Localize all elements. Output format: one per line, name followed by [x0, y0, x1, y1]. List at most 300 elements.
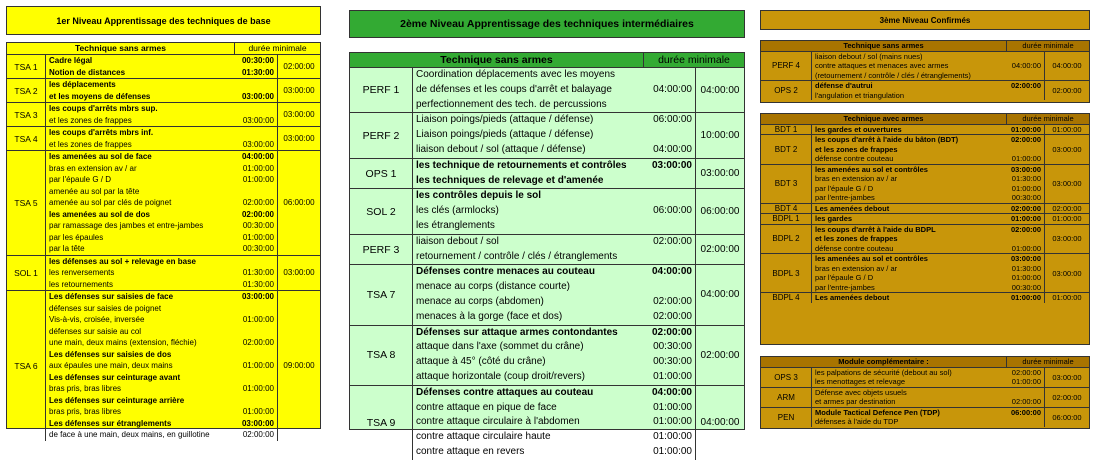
content-duration: 02:00:00: [1011, 367, 1041, 377]
course-total-duration: 02:00:00: [1052, 86, 1082, 95]
level3-section-2: [760, 113, 1090, 345]
content-line: [46, 303, 277, 315]
content-line: [413, 189, 695, 204]
content-duration: 01:30:00: [241, 67, 274, 77]
content-duration: [232, 127, 277, 139]
content-line: [46, 209, 277, 221]
content-duration: 01:00:00: [242, 361, 274, 370]
content-text: menace au corps (abdomen): [416, 295, 544, 307]
content-line: [413, 340, 695, 355]
course-code: TSA 3: [7, 103, 46, 126]
level2-col-duration: durée minimale: [658, 54, 730, 66]
content-line: [46, 232, 277, 244]
content-line: [413, 326, 695, 341]
content-line: [812, 293, 1044, 303]
content-duration: 02:00:00: [1010, 224, 1041, 234]
course-content: [812, 81, 1045, 100]
content-text: Module Tactical Defence Pen (TDP): [815, 407, 940, 417]
content-line: [812, 273, 1044, 283]
content-duration: [642, 98, 695, 113]
content-duration: [642, 189, 695, 204]
content-text: les amenées au sol et contrôles: [815, 164, 928, 174]
course-code: BDT 1: [761, 125, 812, 135]
content-duration: 04:00:00: [651, 266, 692, 278]
content-text: les retournements: [49, 279, 114, 289]
content-line: [413, 250, 695, 265]
content-duration: [1003, 91, 1044, 101]
course-row: [761, 388, 1089, 408]
content-duration: 00:30:00: [1011, 193, 1041, 202]
course-row: [7, 291, 320, 441]
course-content: [46, 79, 278, 102]
content-text: défenses sur saisie au col: [49, 326, 142, 336]
content-line: [413, 445, 695, 460]
content-text: et les moyens de défenses: [49, 91, 151, 101]
level3-s1-col-duration: durée minimale: [1022, 41, 1074, 50]
content-duration: 06:00:00: [1010, 407, 1041, 417]
content-text: les palpations de sécurité (debout au sol): [815, 367, 952, 377]
course-content: [812, 254, 1045, 292]
level3-s1-rows: [761, 52, 1089, 101]
level3-s1-header: [761, 41, 1089, 52]
content-duration: 00:30:00: [242, 244, 274, 253]
content-line: [46, 406, 277, 418]
course-content: [812, 214, 1045, 224]
course-total-duration: 03:00:00: [1052, 268, 1082, 278]
content-text: les coups d'arrêts mbrs sup.: [49, 104, 158, 113]
course-row: [350, 265, 744, 325]
content-duration: [1003, 234, 1044, 244]
content-text: les contrôles depuis le sol: [416, 190, 542, 202]
content-duration: 02:00:00: [242, 430, 274, 439]
content-duration: 00:30:00: [653, 356, 692, 368]
course-row: [350, 68, 744, 113]
content-duration: 01:00:00: [1011, 183, 1041, 193]
course-total-duration: 03:00:00: [1052, 179, 1082, 188]
course-total-duration: 10:00:00: [700, 130, 740, 142]
content-text: Défense avec objets usuels: [815, 387, 907, 397]
content-duration: [232, 186, 277, 198]
content-duration: 04:00:00: [653, 143, 692, 155]
course-content: [413, 386, 696, 460]
content-text: de défenses et les coups d'arrêt et balayage: [416, 83, 612, 95]
course-content: [413, 159, 696, 189]
content-line: [413, 386, 695, 401]
content-line: [812, 71, 1044, 81]
content-duration: 02:00:00: [653, 295, 692, 307]
course-content: [812, 135, 1045, 164]
content-duration: 01:00:00: [653, 370, 692, 382]
course-row: [7, 79, 320, 103]
content-line: [46, 127, 277, 139]
content-duration: [1003, 388, 1044, 398]
content-line: [413, 355, 695, 370]
course-content: [812, 225, 1045, 254]
content-duration: 02:00:00: [651, 326, 692, 338]
course-total-duration: 03:00:00: [1052, 144, 1082, 154]
level1-title: 1er Niveau Apprentissage des techniques de base: [56, 15, 271, 26]
content-line: [413, 310, 695, 325]
content-text: liaison debout / sol: [416, 235, 499, 247]
content-text: contre attaque en pique de face: [416, 401, 557, 413]
content-line: [46, 174, 277, 186]
content-line: [46, 372, 277, 384]
course-content: [812, 52, 1045, 81]
content-text: et les zones de frappes: [815, 144, 898, 154]
course-total-duration: 03:00:00: [283, 268, 315, 278]
content-line: [812, 368, 1044, 378]
content-duration: 02:00:00: [242, 198, 274, 207]
course-code: BDPL 2: [761, 225, 812, 254]
content-text: liaison debout / sol (mains nues): [815, 51, 923, 61]
content-duration: [232, 103, 277, 115]
level1-col-duration: durée minimale: [248, 43, 307, 53]
course-code: TSA 6: [7, 291, 46, 441]
content-duration: 03:00:00: [242, 115, 274, 125]
content-line: [812, 214, 1044, 224]
course-code: SOL 2: [350, 189, 413, 233]
content-duration: 04:00:00: [653, 83, 692, 95]
content-line: [812, 408, 1044, 418]
content-duration: [232, 79, 277, 91]
content-duration: 01:00:00: [1011, 273, 1041, 282]
course-total-duration: 03:00:00: [283, 110, 315, 119]
content-duration: [232, 303, 277, 315]
level2-title: 2ème Niveau Apprentissage des techniques intermédiaires: [400, 18, 694, 30]
course-code: BDPL 4: [761, 293, 812, 303]
content-line: [46, 349, 277, 361]
content-duration: 01:00:00: [242, 407, 274, 416]
content-duration: [642, 68, 695, 83]
content-duration: 01:00:00: [242, 384, 274, 393]
content-line: [812, 234, 1044, 244]
course-row: [761, 52, 1089, 82]
content-text: les gardes et ouvertures: [815, 124, 902, 134]
content-duration: 03:00:00: [241, 91, 274, 101]
content-duration: 03:00:00: [241, 418, 274, 428]
content-duration: 02:00:00: [241, 209, 274, 219]
course-total-duration: 03:00:00: [1052, 234, 1082, 244]
content-line: [46, 139, 277, 151]
content-text: perfectionnement des tech. de percussions: [416, 98, 607, 110]
content-line: [46, 279, 277, 291]
course-total-duration: 03:00:00: [283, 86, 315, 95]
course-code: PERF 3: [350, 235, 413, 265]
level3-s3-header: [761, 357, 1089, 368]
content-duration: 06:00:00: [653, 114, 692, 126]
content-line: [812, 135, 1044, 145]
course-total-duration: 09:00:00: [283, 361, 315, 371]
level3-s3-col-technique: Module complémentaire :: [761, 357, 1007, 367]
content-line: [812, 225, 1044, 235]
level3-s2-header: [761, 114, 1089, 125]
course-total-duration: 04:00:00: [700, 417, 740, 429]
content-text: et les zones de frappes: [49, 139, 132, 149]
content-line: [46, 79, 277, 91]
content-line: [812, 174, 1044, 184]
content-line: [46, 429, 277, 441]
course-row: [761, 204, 1089, 215]
course-content: [413, 113, 696, 157]
course-total-duration: 03:00:00: [283, 134, 315, 143]
content-text: les amenées au sol de dos: [49, 209, 150, 219]
content-text: Les défenses sur saisies de face: [49, 292, 174, 301]
content-line: [413, 68, 695, 83]
level1-title-bar: [6, 6, 321, 35]
content-duration: [642, 219, 695, 234]
content-line: [413, 143, 695, 158]
content-duration: [642, 174, 695, 189]
content-duration: 01:00:00: [653, 416, 692, 428]
content-text: Les amenées debout: [815, 293, 890, 302]
content-duration: 01:00:00: [242, 163, 274, 173]
content-line: [46, 314, 277, 326]
content-duration: [1003, 71, 1044, 81]
content-text: une main, deux mains (extension, fléchie): [49, 338, 197, 347]
content-duration: 01:00:00: [1011, 154, 1041, 163]
level1-rows: [7, 55, 320, 441]
content-duration: [1003, 145, 1044, 155]
content-duration: 01:00:00: [1011, 377, 1041, 386]
content-duration: [642, 250, 695, 265]
course-content: [812, 408, 1045, 427]
content-line: [46, 55, 277, 67]
course-code: BDT 3: [761, 165, 812, 203]
course-content: [46, 127, 278, 150]
course-code: TSA 2: [7, 79, 46, 102]
content-text: Coordination déplacements avec les moyens: [416, 69, 615, 80]
course-code: OPS 1: [350, 159, 413, 189]
content-text: par l'épaule G / D: [49, 175, 112, 184]
level3-title: 3ème Niveau Confirmés: [879, 15, 971, 25]
content-line: [812, 377, 1044, 387]
course-code: ARM: [761, 388, 812, 407]
content-line: [413, 128, 695, 143]
course-content: [413, 326, 696, 385]
content-text: défense contre couteau: [815, 243, 894, 253]
content-duration: 03:00:00: [1010, 164, 1041, 174]
content-line: [413, 174, 695, 189]
content-text: bras pris, bras libres: [49, 384, 122, 393]
content-duration: 04:00:00: [241, 152, 274, 161]
course-total-duration: 02:00:00: [700, 244, 740, 256]
content-text: retournement / contrôle / clés / étranglements: [416, 250, 618, 262]
content-text: menaces à la gorge (face et dos): [416, 310, 563, 322]
content-text: et les zones de frappes: [815, 234, 898, 243]
content-text: les coups d'arrêts mbrs inf.: [49, 128, 154, 137]
level3-s2-col-duration: durée minimale: [1022, 114, 1074, 123]
course-row: [761, 165, 1089, 204]
course-content: [812, 204, 1045, 214]
course-code: BDPL 1: [761, 214, 812, 224]
content-text: Liaison poings/pieds (attaque / défense): [416, 114, 594, 126]
content-line: [413, 235, 695, 250]
content-line: [46, 395, 277, 407]
content-text: par l'épaule G / D: [815, 273, 874, 282]
content-text: contre attaque en revers: [416, 445, 525, 457]
content-text: de face à une main, deux mains, en guillotine: [49, 430, 210, 439]
content-duration: 02:00:00: [242, 338, 274, 347]
content-duration: 04:00:00: [1011, 61, 1041, 70]
content-text: contre attaques et menaces avec armes: [815, 61, 949, 70]
content-text: menace au corps (distance courte): [416, 281, 570, 293]
content-duration: 02:00:00: [1010, 203, 1041, 213]
level3-section-1: [760, 40, 1090, 103]
course-total-duration: 02:00:00: [1052, 392, 1082, 402]
course-content: [46, 103, 278, 126]
content-text: amenée au sol par la tête: [49, 186, 140, 196]
content-text: par la tête: [49, 244, 85, 253]
course-content: [46, 291, 278, 441]
content-text: défense d'autrui: [815, 81, 873, 90]
content-duration: 02:00:00: [1010, 135, 1041, 144]
content-text: par l'entre-jambes: [815, 282, 875, 292]
course-total-duration: 04:00:00: [1052, 61, 1082, 71]
content-duration: [232, 395, 277, 407]
course-code: TSA 9: [350, 386, 413, 460]
content-text: les coups d'arrêt à l'aide du bâton (BDT): [815, 135, 959, 144]
content-text: Les amenées debout: [815, 203, 890, 213]
content-text: bras en extension av / ar: [49, 163, 137, 173]
course-total-duration: 04:00:00: [700, 289, 740, 301]
content-text: Les défenses sur ceinturage arrière: [49, 395, 185, 405]
course-code: OPS 2: [761, 81, 812, 100]
course-total-duration: 01:00:00: [1052, 124, 1082, 134]
course-content: [812, 388, 1045, 407]
content-text: les clés (armlocks): [416, 205, 499, 217]
content-duration: [232, 326, 277, 338]
course-row: [761, 408, 1089, 427]
content-line: [46, 267, 277, 279]
level2-table: [349, 52, 745, 457]
course-content: [413, 265, 696, 324]
content-text: Notion de distances: [49, 67, 126, 77]
content-duration: 01:00:00: [1011, 243, 1041, 253]
content-text: les renversements: [49, 268, 115, 277]
content-text: attaque à 45° (côté du crâne): [416, 356, 546, 368]
course-content: [812, 293, 1045, 303]
content-text: Les défenses sur étranglements: [49, 418, 172, 428]
course-code: BDT 4: [761, 204, 812, 214]
course-content: [812, 368, 1045, 387]
content-line: [413, 295, 695, 310]
course-total-duration: 06:00:00: [1052, 412, 1082, 422]
course-row: [350, 159, 744, 190]
content-line: [46, 163, 277, 175]
content-duration: [232, 256, 277, 268]
course-code: SOL 1: [7, 256, 46, 291]
content-line: [413, 370, 695, 385]
course-content: [413, 68, 696, 112]
course-content: [46, 256, 278, 291]
course-total-duration: 04:00:00: [700, 84, 740, 96]
course-total-duration: 02:00:00: [700, 349, 740, 361]
content-duration: 04:00:00: [651, 386, 692, 398]
content-line: [46, 115, 277, 127]
content-duration: 01:00:00: [1010, 214, 1041, 223]
content-text: bras en extension av / ar: [815, 263, 898, 273]
course-code: PERF 1: [350, 68, 413, 112]
content-line: [413, 219, 695, 234]
course-code: OPS 3: [761, 368, 812, 387]
content-line: [413, 204, 695, 219]
content-text: défenses à l'aide du TDP: [815, 417, 899, 426]
content-line: [812, 254, 1044, 264]
content-text: par l'épaule G / D: [815, 183, 874, 193]
course-row: [761, 214, 1089, 225]
content-text: Liaison poings/pieds (attaque / défense): [416, 129, 594, 141]
course-code: TSA 1: [7, 55, 46, 78]
content-text: Vis-à-vis, croisée, inversée: [49, 315, 145, 324]
content-text: les coups d'arrêt à l'aide du BDPL: [815, 224, 936, 234]
content-duration: 06:00:00: [653, 205, 692, 217]
level2-rows: [350, 68, 744, 460]
course-code: TSA 4: [7, 127, 46, 150]
content-text: les étranglements: [416, 219, 495, 231]
course-code: PERF 4: [761, 52, 812, 81]
course-row: [350, 326, 744, 386]
content-text: et les zones de frappes: [49, 115, 132, 125]
course-row: [761, 293, 1089, 303]
content-duration: 03:00:00: [241, 292, 274, 301]
content-text: amenée au sol par clés de poignet: [49, 198, 172, 207]
course-code: BDT 2: [761, 135, 812, 164]
course-row: [7, 151, 320, 256]
content-line: [812, 244, 1044, 254]
content-line: [812, 145, 1044, 155]
content-text: les gardes: [815, 214, 853, 223]
content-line: [812, 81, 1044, 91]
content-duration: [642, 128, 695, 143]
content-duration: 01:00:00: [1010, 124, 1041, 134]
course-row: [761, 254, 1089, 293]
content-line: [812, 193, 1044, 203]
content-line: [46, 418, 277, 430]
content-duration: 00:30:00: [241, 56, 274, 65]
course-code: TSA 7: [350, 265, 413, 324]
content-text: par les épaules: [49, 232, 104, 242]
course-code: TSA 5: [7, 151, 46, 255]
content-text: défenses sur saisies de poignet: [49, 303, 162, 313]
content-line: [46, 186, 277, 198]
content-line: [413, 401, 695, 416]
content-line: [413, 159, 695, 174]
content-text: Défenses sur attaque armes contondantes: [416, 326, 618, 338]
content-text: attaque horizontale (coup droit/revers): [416, 370, 585, 382]
level2-title-bar: [349, 10, 745, 38]
content-duration: 01:00:00: [653, 431, 692, 443]
content-duration: 02:00:00: [1010, 81, 1041, 90]
course-content: [812, 165, 1045, 203]
content-duration: 01:00:00: [653, 445, 692, 457]
content-text: les amenées au sol de face: [49, 152, 152, 161]
course-row: [761, 125, 1089, 136]
course-content: [46, 55, 278, 78]
content-duration: 01:00:00: [242, 232, 274, 242]
course-row: [7, 55, 320, 79]
content-duration: [642, 280, 695, 295]
content-text: Les défenses sur ceinturage avant: [49, 372, 181, 382]
course-row: [761, 135, 1089, 165]
course-row: [761, 81, 1089, 100]
course-total-duration: 01:00:00: [1052, 214, 1082, 224]
content-line: [46, 383, 277, 395]
level3-s3-rows: [761, 368, 1089, 427]
course-code: PERF 2: [350, 113, 413, 157]
course-row: [7, 103, 320, 127]
content-line: [812, 61, 1044, 71]
level1-col-technique: Technique sans armes: [7, 43, 235, 54]
